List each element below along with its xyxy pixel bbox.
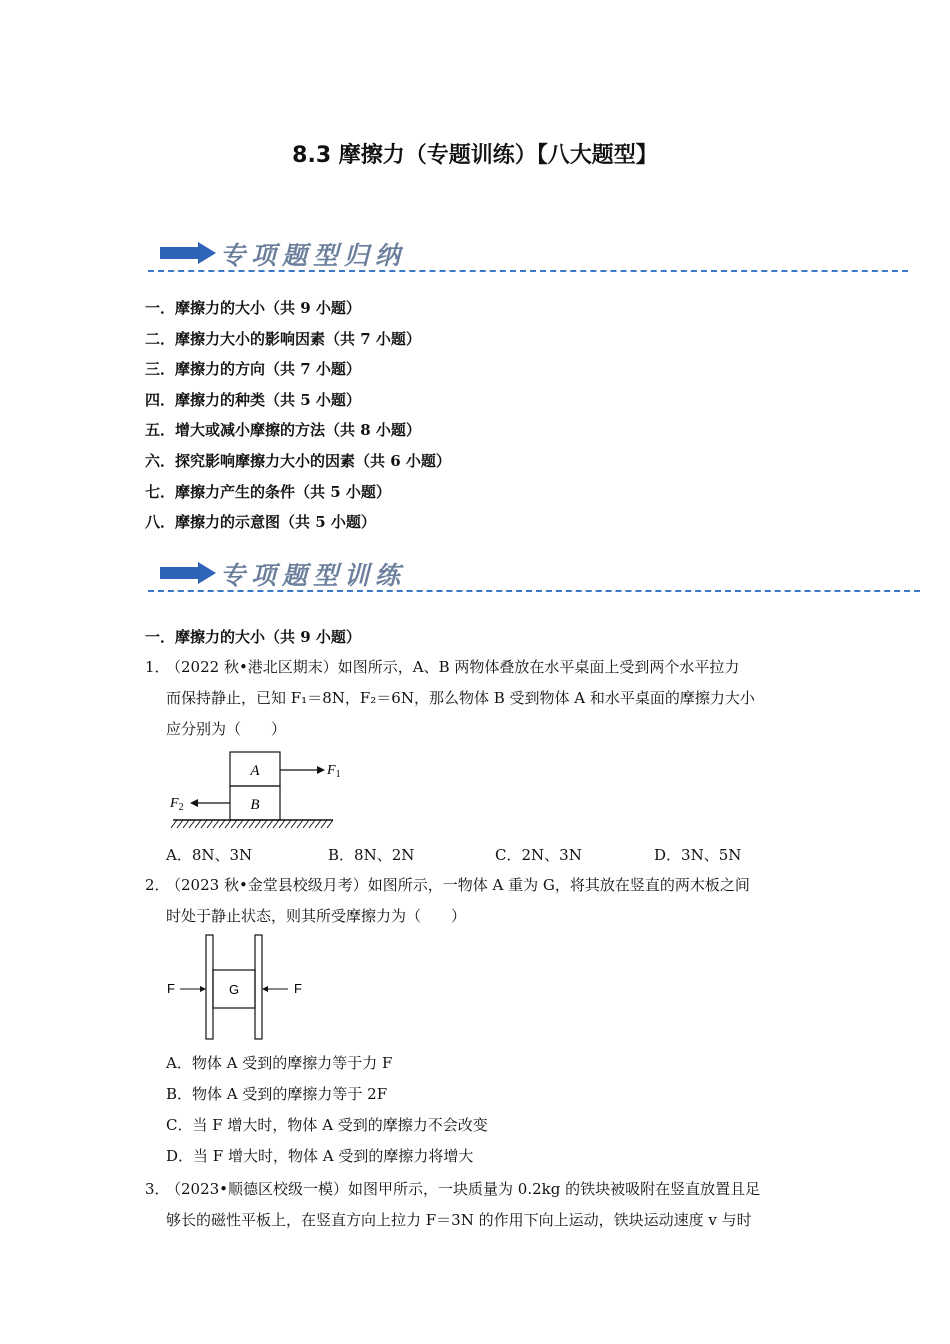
- arrow-left-icon: [262, 986, 268, 992]
- topic-item: 六．探究影响摩擦力大小的因素（共 6 小题）: [145, 451, 451, 470]
- left-force-label: F: [167, 981, 175, 996]
- question-number: 3．: [145, 1180, 170, 1198]
- topic-item: 五．增大或减小摩擦的方法（共 8 小题）: [145, 421, 421, 440]
- topic-item: 八．摩擦力的示意图（共 5 小题）: [145, 513, 376, 532]
- block-a-label: A: [250, 763, 260, 779]
- question-line: 够长的磁性平板上，在竖直方向上拉力 F＝3N 的作用下向上运动，铁块运动速度 v 与时: [166, 1211, 752, 1229]
- topic-item: 一．摩擦力的大小（共 9 小题）: [145, 299, 361, 317]
- page-title: 8.3 摩擦力（专题训练）【八大题型】: [292, 143, 658, 168]
- arrow-right-icon: [200, 986, 206, 992]
- question-2-options: [0, 1052, 950, 1172]
- banner-training: [148, 552, 920, 592]
- block-g-label: G: [228, 982, 240, 997]
- option-b[interactable]: B．物体 A 受到的摩擦力等于 2F: [166, 1085, 388, 1103]
- ground-hatch: [171, 820, 333, 828]
- arrow-icon: [160, 242, 216, 264]
- section-heading: 一．摩擦力的大小（共 9 小题）: [145, 628, 361, 646]
- right-force-label: F: [294, 981, 302, 996]
- question-1-options: [0, 844, 950, 864]
- dashed-divider: [148, 590, 920, 592]
- option-c[interactable]: C．2N、3N: [495, 846, 582, 864]
- question-line: 时处于静止状态，则其所受摩擦力为（ ）: [166, 907, 467, 925]
- option-d[interactable]: D．当 F 增大时，物体 A 受到的摩擦力将增大: [166, 1147, 474, 1165]
- option-a[interactable]: A．8N、3N: [166, 846, 253, 864]
- topic-list: [145, 293, 451, 538]
- topic-item: 四．摩擦力的种类（共 5 小题）: [145, 390, 361, 409]
- topic-item: 二．摩擦力大小的影响因素（共 7 小题）: [145, 329, 421, 348]
- block-b-label: B: [250, 797, 260, 813]
- topic-item: 七．摩擦力产生的条件（共 5 小题）: [145, 482, 391, 501]
- question-line: （2022 秋•港北区期末）如图所示，A、B 两物体叠放在水平桌面上受到两个水平拉力: [166, 658, 740, 676]
- question-line: （2023 秋•金堂县校级月考）如图所示，一物体 A 重为 G，将其放在竖直的两木板之间: [166, 876, 750, 894]
- question-line: 而保持静止，已知 F₁＝8N，F₂＝6N，那么物体 B 受到物体 A 和水平桌面的摩擦力大小: [166, 689, 755, 707]
- option-a[interactable]: A．物体 A 受到的摩擦力等于力 F: [166, 1054, 393, 1072]
- option-c[interactable]: C．当 F 增大时，物体 A 受到的摩擦力不会改变: [166, 1116, 488, 1134]
- option-d[interactable]: D．3N、5N: [654, 846, 742, 864]
- question-number: 1．: [145, 658, 170, 676]
- left-board: [206, 935, 213, 1039]
- question-line: （2023•顺德区校级一模）如图甲所示，一块质量为 0.2kg 的铁块被吸附在竖直放置且足: [166, 1180, 761, 1198]
- banner-training-text: 专项题型训练: [220, 561, 407, 590]
- option-b[interactable]: B．8N、2N: [328, 846, 415, 864]
- right-board: [255, 935, 262, 1039]
- banner-summary-text: 专项题型归纳: [220, 241, 407, 270]
- stacked-blocks-figure: [165, 748, 355, 834]
- force-label-f1: $F_1$: [327, 763, 341, 780]
- arrow-left-icon: [190, 799, 198, 807]
- banner-summary: [148, 232, 908, 272]
- arrow-right-icon: [317, 766, 325, 774]
- question-number: 2．: [145, 876, 170, 894]
- arrow-icon: [160, 562, 216, 584]
- question-line: 应分别为（ ）: [166, 720, 287, 738]
- clamped-block-figure: [160, 930, 320, 1042]
- topic-item: 三．摩擦力的方向（共 7 小题）: [145, 360, 361, 379]
- dashed-divider: [148, 270, 908, 272]
- force-label-f2: $F_2$: [170, 796, 184, 813]
